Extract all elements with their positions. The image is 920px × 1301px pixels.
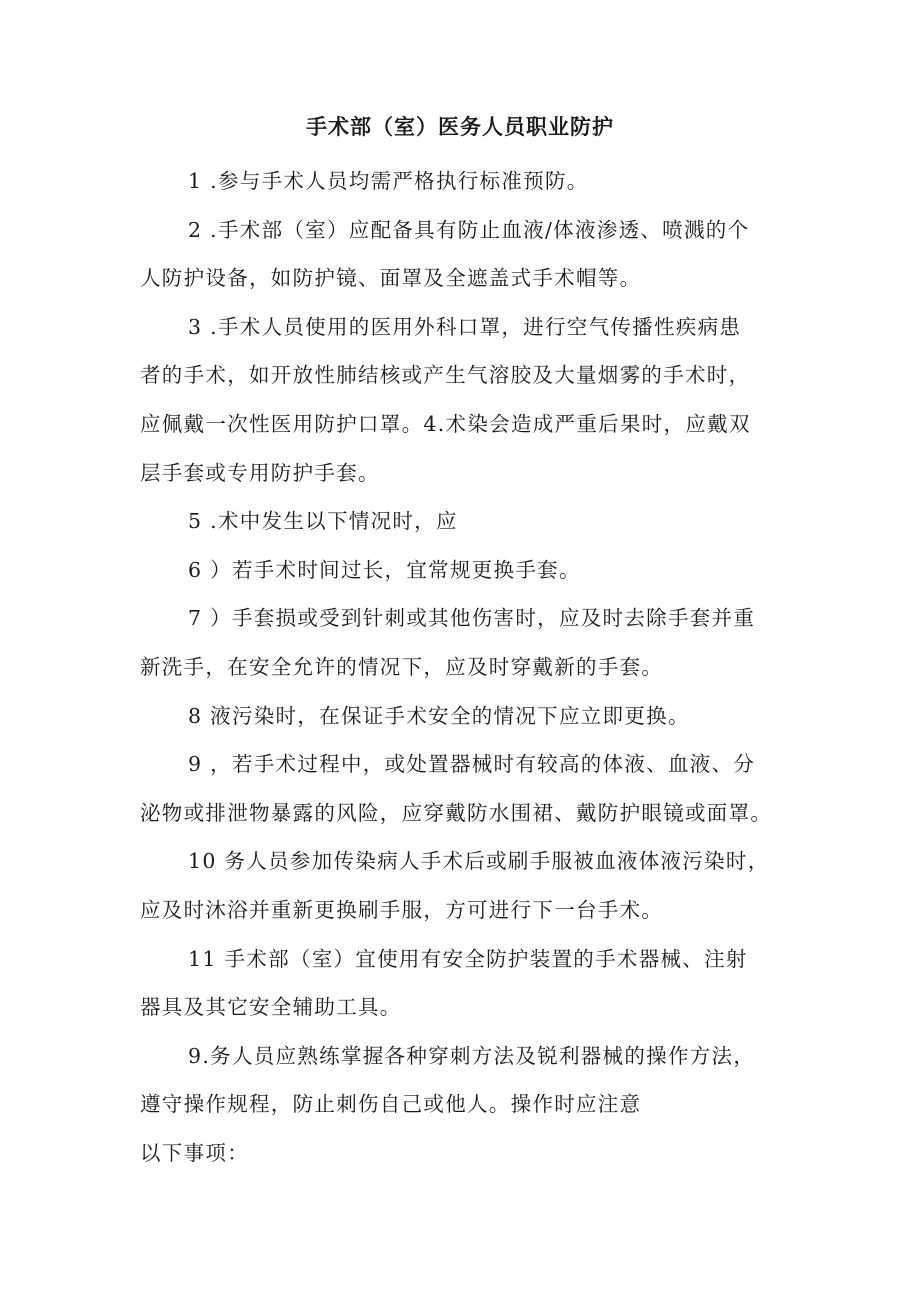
paragraph-5 — [140, 546, 790, 595]
paragraph-6 — [140, 594, 790, 691]
paragraph-line: 11 手术部（室）宜使用有安全防护装置的手术器械、注射 — [188, 946, 748, 971]
paragraph-line: 遵守操作规程，防止刺伤自己或他人。操作时应注意 — [140, 1092, 642, 1117]
page-title: 手术部（室）医务人员职业防护 — [306, 114, 614, 139]
paragraph-line: 应佩戴一次性医用防护口罩。4.术染会造成严重后果时，应戴双 — [140, 411, 751, 436]
paragraph-line: 9.务人员应熟练掌握各种穿刺方法及锐利器械的操作方法， — [188, 1043, 756, 1068]
paragraph-line: 2 .手术部（室）应配备具有防止血液/体液渗透、喷溅的个 — [188, 217, 750, 242]
paragraph-line: 器具及其它安全辅助工具。 — [140, 995, 402, 1020]
paragraph-11 — [140, 1032, 790, 1129]
paragraph-line: 7 ）手套损或受到针刺或其他伤害时，应及时去除手套并重 — [188, 606, 756, 631]
paragraph-line: 8 液污染时，在保证手术安全的情况下应立即更换。 — [188, 703, 690, 728]
paragraph-3 — [140, 303, 790, 497]
paragraph-line: 6 ）若手术时间过长，宜常规更换手套。 — [188, 557, 581, 582]
paragraph-line: 1 .参与手术人员均需严格执行标准预防。 — [188, 169, 589, 193]
paragraph-line: 泌物或排泄物暴露的风险，应穿戴防水围裙、戴防护眼镜或面罩。 — [140, 800, 773, 825]
paragraph-10 — [140, 935, 790, 1032]
paragraph-line: 应及时沐浴并重新更换刷手服，方可进行下一台手术。 — [140, 897, 664, 922]
paragraph-2 — [140, 206, 790, 303]
paragraph-line: 者的手术，如开放性肺结核或产生气溶胶及大量烟雾的手术时， — [140, 363, 751, 388]
paragraph-8 — [140, 740, 790, 837]
paragraph-7 — [140, 692, 790, 741]
paragraph-line: 10 务人员参加传染病人手术后或刷手服被血液体液污染时， — [188, 849, 770, 874]
trailing-line: 以下事项： — [140, 1140, 249, 1165]
paragraph-line: 3 .手术人员使用的医用外科口罩，进行空气传播性疾病患 — [188, 314, 742, 339]
document-body — [140, 157, 790, 1177]
paragraph-line: 5 .术中发生以下情况时，应 — [188, 509, 458, 534]
paragraph-9 — [140, 837, 790, 934]
paragraph-1 — [140, 157, 790, 206]
paragraph-line: 新洗手，在安全允许的情况下，应及时穿戴新的手套。 — [140, 654, 664, 679]
paragraph-line: 人防护设备，如防护镜、面罩及全遮盖式手术帽等。 — [140, 266, 642, 291]
paragraph-line: 9 ，若手术过程中，或处置器械时有较高的体液、血液、分 — [188, 752, 756, 777]
trailing-paragraph — [140, 1129, 790, 1178]
paragraph-line: 层手套或专用防护手套。 — [140, 460, 380, 485]
paragraph-4 — [140, 497, 790, 546]
